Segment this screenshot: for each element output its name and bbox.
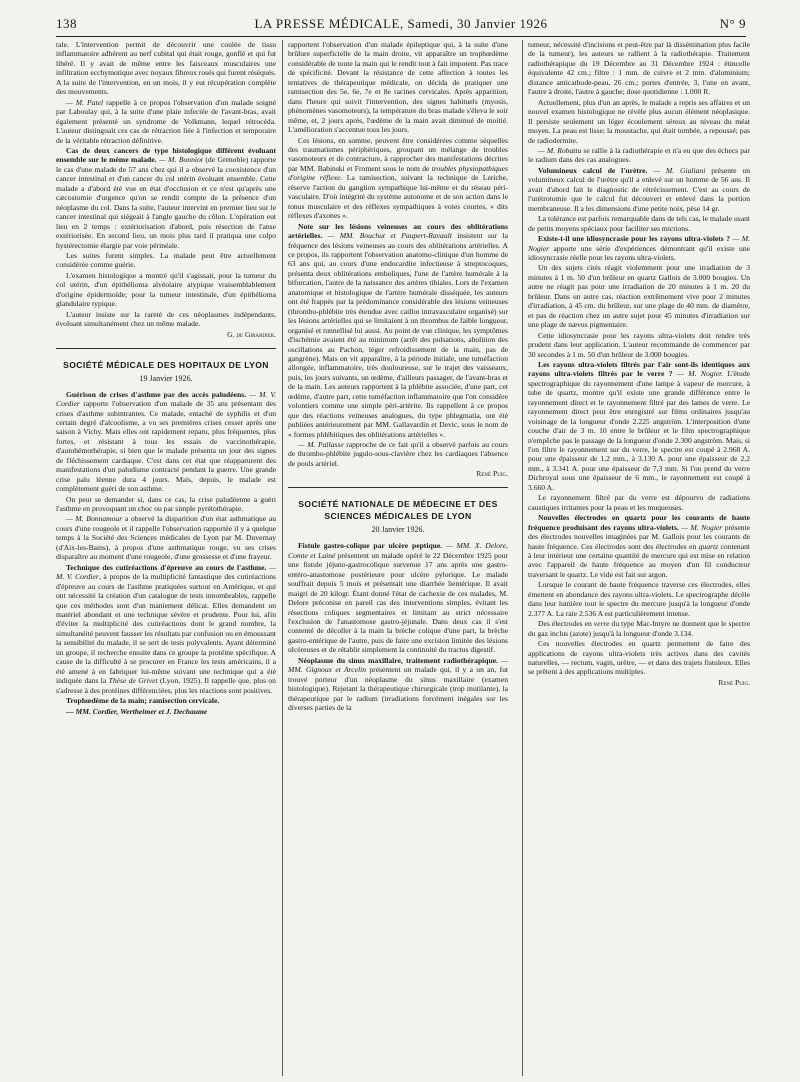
paragraph: Un des sujets cités réagit violemment pour une irradiation de 3 minutes à 1 m. 50 d'un brûleur en quartz Gallois de 3.000 bougies. Un autre ne réagit pas pour une irradiation de 20 minutes à 1 m. 20 du brûleur. Dans un autre cas, réaction extrêmement vive pour 2 minutes d'irradiation, à 45 cm. du brûleur, sur une plage de 40 mm. de diamètre, et pas de réaction chez un autre sujet pour 45 minutes d'irradiation sur une plage de nævus pigmentaire. xyxy=(528,263,750,330)
term: quartz xyxy=(696,541,719,551)
article-columns xyxy=(56,40,750,1076)
author-name: — M. Gialiani xyxy=(647,165,706,175)
section-rule xyxy=(56,348,276,349)
paragraph: On peut se demander si, dans ce cas, la crise paludéenne a guéri l'asthme en provoquant un choc ou par simple pyrétothérapie. xyxy=(56,494,276,514)
paragraph: — M. Robattu se rallie à la radiothérapie et n'a eu que des échecs par le radium dans des cas analogues. xyxy=(528,145,750,165)
paragraph: Ces lésions, en somme, peuvent être considérées comme séquelles des traumatismes périphériques, groupant un mélange de troubles vasomoteurs et de contracture, à rapprocher des manifestations décrites par MM. Babinski et Froment sous le nom de troubles physiopathiques d'origine réflexe. La ramisection, suivant la technique de Leriche, réserve l'action du ganglion sympathique lui-même et du réseau péri-vasculaire. D'où intégrité du système autonome et de son action dans le tonus musculaire et des réflexes sympathiques à voies courtes, « dits réflexes d'axones ». xyxy=(288,135,508,221)
paragraph: Cette idiosyncrasie pour les rayons ultra-violets doit rendre très prudent dans leur application. L'auteur recommande de commencer par 30 secondes à 1 m. 50 d'un brûleur de 3.000 bougies. xyxy=(528,330,750,359)
paragraph: Actuellement, plus d'un an après, le malade a repris ses affaires et un nouvel examen histologique ne révèle plus aucun élément néoplasique. Il persiste seulement un léger écoulement séreux au niveau du méat moyen. La peau est lisse; la moustache, qui était tombée, a repoussé; pas de radiodermite. xyxy=(528,97,750,145)
paragraph: — M. Pallasse rapproche de ce fait qu'il a observé parfois au cours de thrombo-phlébite jugulo-sous-clavière chez les cardiaques l'absence de pouls artériel. xyxy=(288,440,508,468)
author-name: — MM. Gignoux et Arcelin xyxy=(288,655,508,675)
signature: G. de Girardier. xyxy=(227,329,276,339)
communication-title: Existe-t-il une idiosyncrasie pour les rayons ultra-violets ? xyxy=(538,234,731,244)
communication xyxy=(56,696,276,705)
author-name: — M. Robattu xyxy=(538,145,582,155)
paragraph: Le rayonnement filtré par du verre est dépourvu de radiations caustiques irritantes pour la peau et les muqueuses. xyxy=(528,493,750,512)
page-number: 138 xyxy=(56,16,77,31)
paragraph: rapportent l'observation d'un malade épileptique qui, à la suite d'une brûlure superficielle de la main droite, vit apparaître un trophœdème considérable de toute la main qui le rendit tout à fait impotent. Pas trace de spécificité. Devant la résistance de cette affection à toutes les tentatives de thérapeutique médicale, on décida de pratiquer une ramisection des 5e, 6e, 7e et 8e racines cervicales. Après apparition, dans l'heure qui suivit l'intervention, des signes habituels (myosis, phénomènes vasomoteurs), la température du bras malade s'éleva le soir même, et, 2 jours après, l'œdème de la main avait diminué de moitié. L'amélioration s'accentue tous les jours. xyxy=(288,40,508,135)
signature: René Puig. xyxy=(718,677,750,687)
running-header xyxy=(56,14,746,37)
reference: Thèse de Grivet xyxy=(106,676,158,686)
paragraph: — M. Bonnamour a observé la disparition d'un état asthmatique au cours d'une rougeole et il rappelle l'observation rapportée il y a quelque temps à la Société des Sciences médicales de Lyon par M. Duvernay (d'Aix-les-Bains), à propos d'une asthmatique rouge, vu ses crises disparaître au moment d'une rougeole, d'une grossesse et d'une frayeur. xyxy=(56,514,276,562)
author-name: — M. Nogier. xyxy=(672,369,724,379)
journal-title: LA PRESSE MÉDICALE, Samedi, 30 Janvier 1926 xyxy=(254,16,548,31)
session-date: 19 Janvier 1926. xyxy=(139,373,193,383)
communication: Nouvelles électrodes en quartz pour les courants de haute fréquence produisant des rayons ultra-violets. — M. Nogier présente des électrodes nouvelles imaginées par M. Gallois pour les courants de haute fréquence. Ces électrodes sont des électrodes en quartz contenant à leur intérieur une certaine quantité de mercure qui est mise en relation avec l'appareil de haute fréquence au moyen d'un fil conducteur traversant le quartz. Le vide est fait sur argon. xyxy=(528,513,750,579)
communication-title: Technique des cutiréactions d'épreuve au cours de l'asthme. xyxy=(66,562,267,572)
communication-title: Note sur les lésions veineuses au cours des oblitérations artérielles. xyxy=(288,221,508,241)
author-name: — M. Bonniot xyxy=(156,155,203,165)
communication-title: Trophœdème de la main; ramisection cervicale. xyxy=(66,696,220,706)
author-name: — MM. Cordier, Wertheimer et J. Dechaume xyxy=(66,706,208,716)
author-name: — M. V. Cordier xyxy=(56,562,276,582)
section-rule xyxy=(288,487,508,488)
communication-title: Guérison de crises d'asthme par des accès paludéens. xyxy=(66,389,247,399)
communication: Néoplasme du sinus maxillaire, traitement radiothérapique. — MM. Gignoux et Arcelin présentent un malade qui, il y a un an, fut trouvé porteur d'un néoplasme du sinus maxillaire (examen histologique). Rejetant la thérapeutique chirurgicale (trop mutilante), la thérapeutique par le radium (irradiations forcément inégales sur les diverses parties de la xyxy=(288,655,508,713)
column-middle xyxy=(288,40,508,1076)
society-heading: SOCIÉTÉ MÉDICALE DES HOPITAUX DE LYON xyxy=(63,359,269,370)
term: verre xyxy=(591,619,610,629)
communication-title: Les rayons ultra-violets filtrés par l'air sont-ils identiques aux rayons ultra-violets filtrés par le verre ? xyxy=(528,359,750,379)
author-name: — M. Bonnamour xyxy=(66,514,123,524)
author-name: — MM. Bouchut et Paupert-Ravault xyxy=(322,231,452,241)
communication-title: Volumineux calcul de l'urètre. xyxy=(538,165,648,175)
communication: Note sur les lésions veineuses au cours des oblitérations artérielles. — MM. Bouchut et Paupert-Ravault insistent sur la fréquence des lésions veineuses au cours des oblitérations artérielles. A ce propos, ils rapportent l'observation anatomo-clinique d'un homme de 63 ans qui, au cours d'une endocardite infectieuse à streptocoques, présenta deux oblitérations emboliques, l'une de l'artère humérale à la bifurcation, l'autre de la naissance des artères tibiales. Lors de l'examen anatomique et histologique de l'artère humérale disséquée, les auteurs ont été frappés par la prédominance considérable des lésions veineuses (thrombo-phlébite très étendue avec caillot intravasculaire organisé) sur les lésions artérielles qui se limitaient à un thrombus de faible longueur, organisé et tunnellisé lui aussi. Au point de vue clinique, les symptômes d'ischémie avaient été au minimum (arrêt des pulsations, abolition des oscillations au Pachon, léger refroidissement de la main, pas de gangrène). Mais on vit apparaître, à la période initiale, une tuméfaction allongée, inflammatoire, très douloureuse, sur le trajet des vaisseaux, puis, les jours suivants, un œdème, d'ailleurs passager, de l'avant-bras et de la main. Les auteurs rapportent à la phlébite associée, d'une part, cet œdème, d'autre part, cette tuméfaction inflammatoire que l'on considère volontiers comme une simple péri-artérite. Ils rappellent à ce propos que des réactions veineuses analogues, du type phlegmatia, ont été publiées antérieurement par MM. Gallavardin et Devic, sous le nom de « formes phlébitiques des oblitérations artérielles ». xyxy=(288,221,508,439)
paragraph: Des électrodes en verre du type Mac-Intyre ne donnent que le spectre du gaz inclus (azote) jusqu'à la longueur d'onde 3.134. xyxy=(528,619,750,638)
author-name: — M. Nogier xyxy=(678,522,723,532)
paragraph: Ces nouvelles électrodes en quartz permettent de faire des applications de rayons ultra-violets très actives dans des cavités naturelles, — rectum, vagin, urètre, — et dans des trajets fistuleux. Elles se prêtent à des applications multiples. xyxy=(528,639,750,677)
issue-number: N° 9 xyxy=(719,16,746,31)
paragraph: Les suites furent simples. La malade peut être actuellement considérée comme guérie. xyxy=(56,250,276,270)
communication-title: Fistule gastro-colique par ulcère peptique. xyxy=(298,541,443,551)
communication: Existe-t-il une idiosyncrasie pour les rayons ultra-violets ? — M. Nogier apporte une série d'expériences démontrant qu'il existe une idiosyncrasie réelle pour les rayons ultra-violets. xyxy=(528,234,750,262)
paragraph xyxy=(56,707,276,716)
paragraph: La tolérance est parfois remarquable dans de tels cas, le malade usant de petits moyens spéciaux pour faciliter ses mictions. xyxy=(528,214,750,233)
communication-title: Néoplasme du sinus maxillaire, traitement radiothérapique. xyxy=(298,655,498,665)
term: troubles physiopathiques d'origine réflexe xyxy=(288,163,508,183)
society-heading: SOCIÉTÉ NATIONALE DE MÉDECINE ET DES SCIENCES MÉDICALES DE LYON xyxy=(298,499,498,522)
author-name: — M. Pallasse xyxy=(298,440,344,450)
communication: Les rayons ultra-violets filtrés par l'air sont-ils identiques aux rayons ultra-violets filtrés par le verre ? — M. Nogier. L'étude spectrographique du rayonnement d'une lampe à vapeur de mercure, à tube de quartz, montre qu'il existe une grande différence entre le rayonnement direct et le rayonnement filtré par des lames de verre. Le rayonnement direct peut être enregistré sur films ordinaires jusqu'au voisinage de la longueur d'onde 2.225 angström. L'interposition d'une couche d'air de 3 m. 10 entre le brûleur et le film spectrographique n'empêche pas le passage de la longueur d'onde 2.300 angström. Mais, si l'on filtre le rayonnement sur du verre, le spectre est coupé à 2.968 A. pour une épaisseur de 1,2 mm., à 3.130 A. pour une épaisseur de 2,2 mm., à 3.341 A. pour une épaisseur de 7,3 mm. Si l'on prend du verre Dichroyal sous une épaisseur de 6 mm., le rayonnement est coupé à 3.660 A. xyxy=(528,359,750,492)
communication: Technique des cutiréactions d'épreuve au cours de l'asthme. — M. V. Cordier, à propos de la multiplicité fantastique des cutiréactions d'épreuve au cours de l'asthme pratiquées surtout en Amérique, et qui ont nécessité la création d'un catalogue de tests innombrables, rappelle que ces méthodes sont d'un maniement délicat. Elles demandent un matériel abondant et une technique sévère et prudente. Pour lui, afin d'éviter la multiplicité des cutiréactions dont le grand nombre, la simultanéité peuvent fausser les résultats par confusion ou en émoussant la sensibilité du malade, il se sert de tests polyvalents. Ayant déterminé un groupe, il recherche ensuite dans ce groupe la protéine spécifique. A cause de la difficulté à se procurer en France les tests américains, il a été amené à en fabriquer lui-même suivant une technique qui a été indiquée dans la Thèse de Grivet (Lyon, 1925). Il rappelle que, plus on s'adresse à des protéines différenciées, plus les réactions sont positives. xyxy=(56,562,276,695)
communication: Guérison de crises d'asthme par des accès paludéens. — M. V. Cordier rapporte l'observation d'un malade de 35 ans présentant des crises d'asthme subintrantes. Ce malade, entaché de syphilis et d'un certain degré d'alcoolisme, a vu ses premières crises cesser après une saison à Vichy. Mais elles ont rapidement reparu, plus fréquentes, plus fortes, et résistant à tous les essais de vaccinothérapie, d'autohémothérapie, si bien que le malade présenta un jour des signes de fléchissement cardiaque. C'est dans cet état que réapparurent des manifestations d'un paludisme contracté pendant la guerre. Une grande crise palu léenne dura 4 jours. Mais, depuis, le malade est complètement guéri de son asthme. xyxy=(56,389,276,494)
paragraph: L'examen histologique a montré qu'il s'agissait, pour la tumeur du col utérin, d'un épithélioma alvéolaire atypique vraisemblablement d'origine épidermoïde; pour la tumeur intestinale, d'un épithélioma glandulaire typique. xyxy=(56,270,276,309)
session-date: 20 Janvier 1926. xyxy=(371,525,425,535)
column-right xyxy=(528,40,750,1076)
column-divider xyxy=(282,40,283,1076)
author-name: — M. Nogier xyxy=(528,234,750,253)
column-divider xyxy=(522,40,523,1076)
communication: Cas de deux cancers de type histologique différent évoluant ensemble sur le même malade. — M. Bonniot (de Grenoble) rapporte le cas d'une malade de 57 ans chez qui il a observé la coexistence d'un cancer intestinal et d'un cancer du col utérin évoluant ensemble. Cette malade a d'abord été vue en état d'occlusion et ce n'est qu'après une cæcostomie d'urgence qu'on se rendit compte de la présence d'un néoplasme du col. Dans la suite, l'auteur intervint en premier lieu sur le cancer intestinal qui siégeait à l'angle gauche du côlon. L'opération eut lieu en 2 temps : extériorisation d'abord, puis résection de l'anse extériorisée. En second lieu, un mois plus tard il pratiqua une colpo hystérectomie élargie par voie périnéale. xyxy=(56,145,276,250)
signature: René Puig. xyxy=(476,469,508,479)
paragraph: — M. Patel rappelle à ce propos l'observation d'un malade soigné par Laboulay qui, à la suite d'une plaie infectée de l'avant-bras, avait également présenté un syndrome de Volkmann, lequel rétrocéda. L'auteur distinguait ces cas de rétraction liée à l'infection et temporaire de la véritable rétraction définitive. xyxy=(56,97,276,145)
paragraph: tumeur, nécessité d'incisions et peut-être par là dissémination plus facile de la tumeur), les auteurs se rallient à la radiothérapie. Traitement radiothérapique du 19 Décembre au 31 Décembre 1924 : étincelle équivalente 42 cm.; filtre : 1 mm. de cuivre et 2 mm. d'aluminium; distance anticathode-peau, 26 cm.; portes d'entrée, 3, l'une en avant, l'autre à droite, l'autre à gauche; dose quotidienne : 1.000 R. xyxy=(528,40,750,97)
paragraph: L'auteur insiste sur la rareté de ces néoplasmes indépendants, évoluant simultanément chez un même malade. xyxy=(56,309,276,329)
paragraph: Lorsque le courant de haute fréquence traverse ces électrodes, elles émettent en abondance des rayons ultra-violets. Le spectrographe décèle dans leur lumière tout le spectre du mercure jusqu'à la longueur d'onde 2.377 A. La raie 2.536 A est particulièrement intense. xyxy=(528,580,750,618)
author-name: — M. Patel xyxy=(66,97,104,107)
author-name: — MM. X. Delore, Comte et Lainé xyxy=(288,541,508,560)
communication: Volumineux calcul de l'urètre. — M. Gialiani présente un volumineux calcul de l'urètre qu'il a enlevé sur un homme de 56 ans. Il avait d'abord fait le diagnostic de rétrécissement. C'est au cours de l'urétrotomie que le calcul fut découvert et enlevé dans la portion membraneuse. Il a les dimensions d'une petite noix, pèse 14 gr. xyxy=(528,165,750,213)
communication-title: Cas de deux cancers de type histologique différent évoluant ensemble sur le même malade. xyxy=(56,145,276,165)
column-left xyxy=(56,40,276,1076)
communication: Fistule gastro-colique par ulcère peptique. — MM. X. Delore, Comte et Lainé présentent un malade opéré le 22 Décembre 1925 pour une fistule jéjuno-gastrocolique survenue 17 ans après une gastro-entéro-anastomose postérieure pour ulcère pylorique. Le malade souffrait depuis 5 mois et présentait une diarrhée lientérique. Il avait maigri de 20 kilogr. Étant donné l'état de cachexie de ces malades, M. Delore préconise en pareil cas des interventions simples, évitant les résections coliques segmentaires et limitant au strict nécessaire l'exclusion de l'anastomose gastro-jéjunale. Dans deux cas il s'est contenté de décoller à la main la brèche colique d'une part, la brèche gastro-entérique de l'autre, puis de faire une excision limitée des lésions ulcéreuses et de rétablir simplement la continuité du tractus digestif. xyxy=(288,541,508,655)
paragraph: tale. L'intervention permit de découvrir une coulée de tissu inflammatoire adhérent au nerf cubital qui était rouge, gonflé et qui fut libéré. Il y avait de même entre les faisceaux musculaires une infiltration ecchymotique avec noyaux fibreux rosés qui furent réséqués. A la suite de l'intervention, en un mois, il y eut récupération complète des mouvements. xyxy=(56,40,276,97)
author-name: — M. V. Cordier xyxy=(56,389,276,409)
communication-title: Nouvelles électrodes en quartz pour les courants de haute fréquence produisant des rayons ultra-violets. xyxy=(528,513,750,532)
